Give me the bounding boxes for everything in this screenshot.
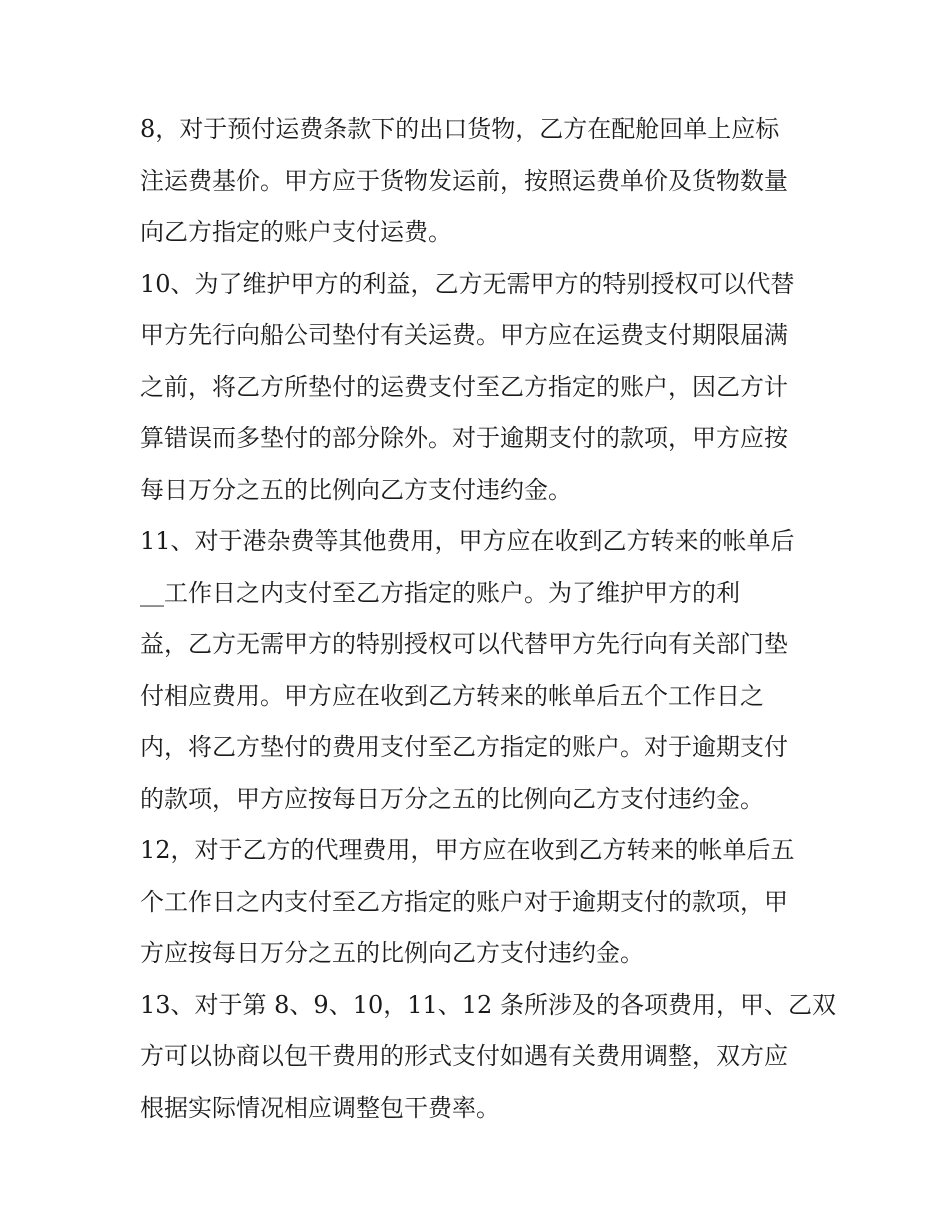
text-line: 付相应费用。甲方应在收到乙方转来的帐单后五个工作日之 xyxy=(140,681,764,710)
text-line: 的款项，甲方应按每日万分之五的比例向乙方支付违约金。 xyxy=(140,784,764,813)
text-line: 根据实际情况相应调整包干费率。 xyxy=(140,1093,500,1122)
text-line: 13、对于第 8、9、10，11、12 条所涉及的各项费用，甲、乙双 xyxy=(140,990,836,1019)
text-line: 每日万分之五的比例向乙方支付违约金。 xyxy=(140,475,572,504)
text-line: 算错误而多垫付的部分除外。对于逾期支付的款项，甲方应按 xyxy=(140,424,788,452)
text-line: 10、为了维护甲方的利益，乙方无需甲方的特别授权可以代替 xyxy=(140,269,795,298)
text-line: 之前，将乙方所垫付的运费支付至乙方指定的账户，因乙方计 xyxy=(140,372,788,401)
text-line: 11、对于港杂费等其他费用，甲方应在收到乙方转来的帐单后 xyxy=(140,527,795,555)
text-line: 个工作日之内支付至乙方指定的账户对于逾期支付的款项，甲 xyxy=(140,887,788,916)
text-line: 向乙方指定的账户支付运费。 xyxy=(140,218,452,246)
text-line: 益，乙方无需甲方的特别授权可以代替甲方先行向有关部门垫 xyxy=(140,630,788,658)
text-line: 甲方先行向船公司垫付有关运费。甲方应在运费支付期限届满 xyxy=(140,321,788,349)
document-body xyxy=(140,104,836,1134)
text-line: 12，对于乙方的代理费用，甲方应在收到乙方转来的帐单后五 xyxy=(140,836,795,864)
text-line: 方可以协商以包干费用的形式支付如遇有关费用调整，双方应 xyxy=(140,1042,788,1070)
text-line: 8，对于预付运费条款下的出口货物，乙方在配舱回单上应标 xyxy=(140,115,780,143)
text-line: 注运费基价。甲方应于货物发运前，按照运费单价及货物数量 xyxy=(140,166,788,195)
text-line: 方应按每日万分之五的比例向乙方支付违约金。 xyxy=(140,939,644,967)
text-line: __工作日之内支付至乙方指定的账户。为了维护甲方的利 xyxy=(140,578,740,607)
text-line: 内，将乙方垫付的费用支付至乙方指定的账户。对于逾期支付 xyxy=(140,733,788,761)
